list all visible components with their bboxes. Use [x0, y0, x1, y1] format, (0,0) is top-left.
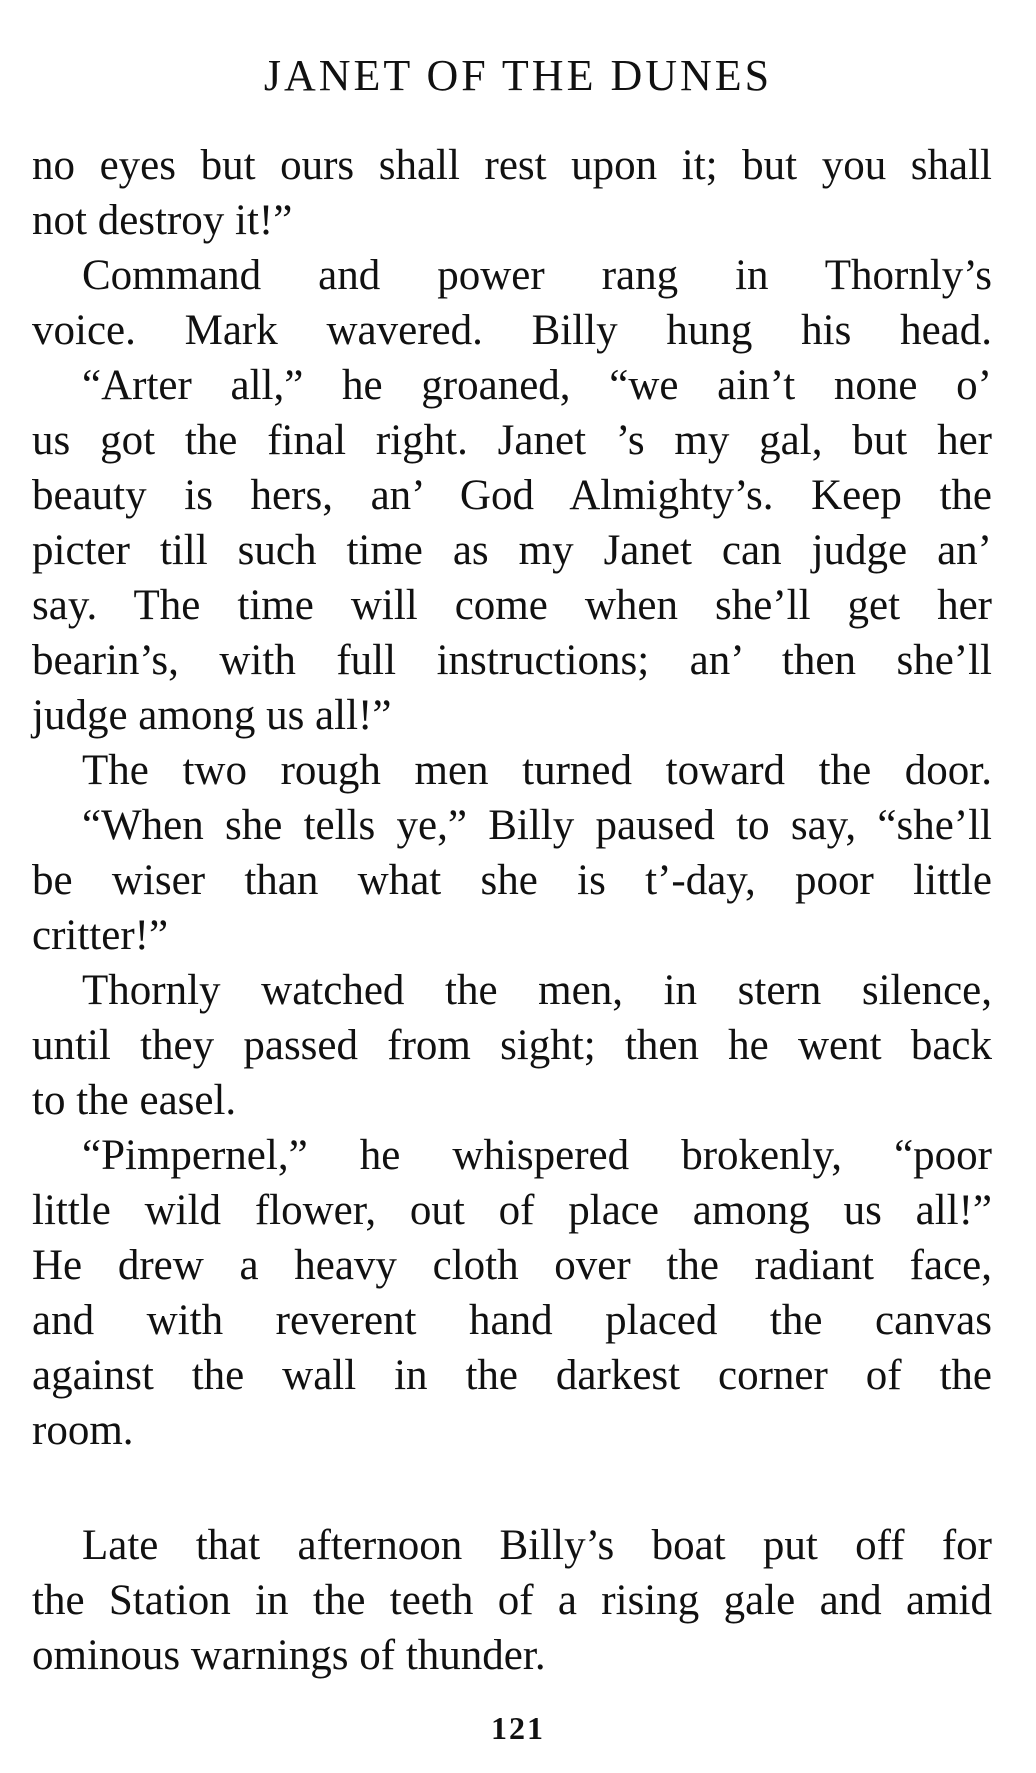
text-line: Thornly watched the men, in stern silence,	[82, 967, 992, 1014]
running-head: JANET OF THE DUNES	[263, 51, 773, 100]
text-line: to the easel.	[32, 1077, 237, 1124]
text-line: picter till such time as my Janet can judge an’	[32, 527, 992, 574]
text-line: and with reverent hand placed the canvas	[32, 1297, 992, 1344]
text-line: voice. Mark wavered. Billy hung his head.	[32, 307, 992, 354]
text-line: “Arter all,” he groaned, “we ain’t none o’	[82, 362, 992, 409]
text-line: until they passed from sight; then he went back	[32, 1022, 992, 1069]
page-number: 121	[491, 1710, 545, 1746]
text-line: bearin’s, with full instructions; an’ then she’ll	[32, 637, 992, 684]
text-line: beauty is hers, an’ God Almighty’s. Keep the	[32, 472, 992, 519]
text-line: “When she tells ye,” Billy paused to say, “she’ll	[82, 802, 992, 849]
text-line: judge among us all!”	[32, 692, 392, 739]
body-text	[32, 138, 992, 1683]
text-line: room.	[32, 1407, 134, 1454]
text-line: say. The time will come when she’ll get her	[32, 582, 992, 629]
text-line: critter!”	[32, 912, 169, 959]
text-line: ominous warnings of thunder.	[32, 1632, 546, 1679]
section-break	[32, 1458, 992, 1518]
text-line: not destroy it!”	[32, 197, 293, 244]
text-line: He drew a heavy cloth over the radiant face,	[32, 1242, 992, 1289]
text-line: little wild flower, out of place among us all!”	[32, 1187, 992, 1234]
text-line: be wiser than what she is t’-day, poor little	[32, 857, 992, 904]
text-line: “Pimpernel,” he whispered brokenly, “poor	[82, 1132, 992, 1179]
text-line: The two rough men turned toward the door.	[82, 747, 992, 794]
text-line: the Station in the teeth of a rising gale and amid	[32, 1577, 992, 1624]
text-line: no eyes but ours shall rest upon it; but you shall	[32, 142, 992, 189]
text-line: Late that afternoon Billy’s boat put off for	[82, 1522, 992, 1569]
text-line: Command and power rang in Thornly’s	[82, 252, 992, 299]
text-line: against the wall in the darkest corner of the	[32, 1352, 992, 1399]
text-line: us got the final right. Janet ’s my gal, but her	[32, 417, 992, 464]
